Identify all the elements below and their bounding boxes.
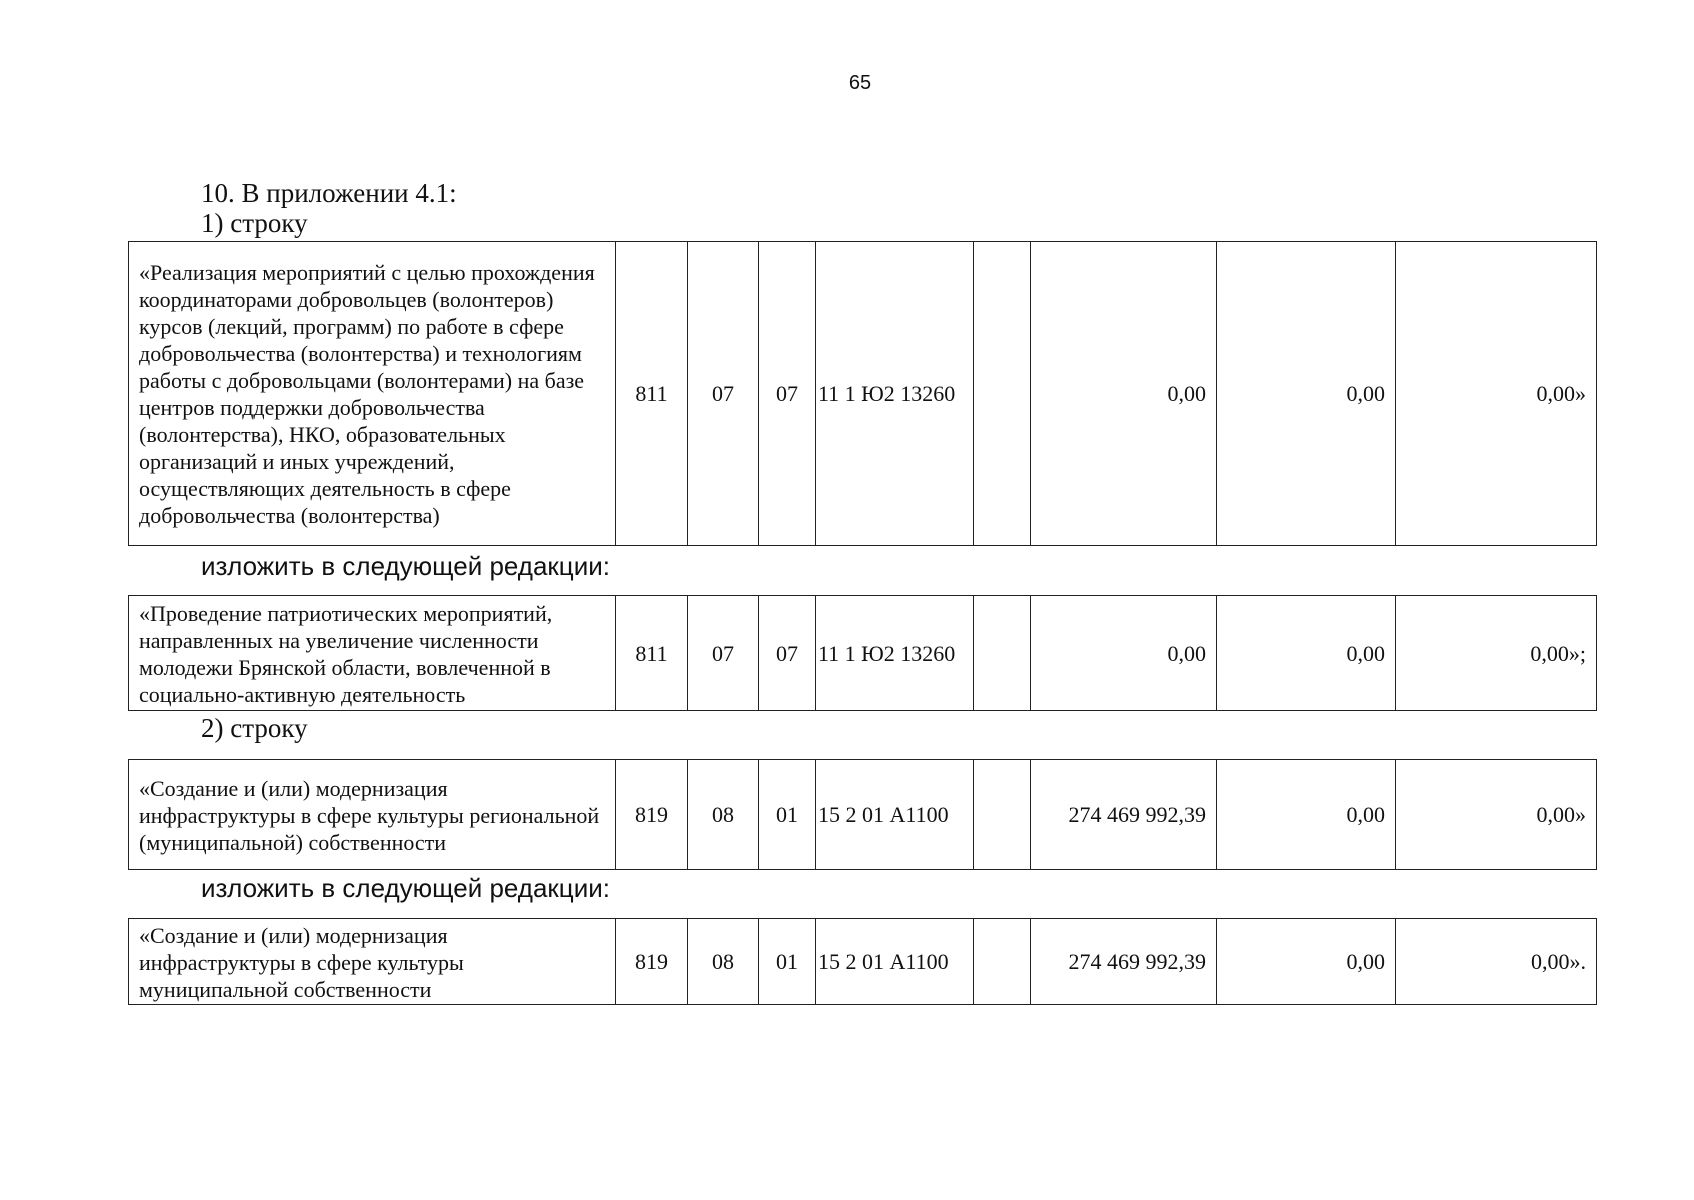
sum-3-cell: 0,00». [1396, 919, 1597, 1005]
sum-1-cell: 0,00 [1031, 596, 1217, 711]
sum-2-cell: 0,00 [1217, 760, 1396, 870]
sum-3-cell: 0,00»; [1396, 596, 1597, 711]
pr-cell: 07 [759, 596, 816, 711]
table-row [129, 242, 1597, 546]
gr-cell: 811 [616, 242, 688, 546]
row-name-cell: «Создание и (или) модернизация инфраструктуры в сфере культуры муниципальной собственности [129, 919, 616, 1005]
table-row-2-new [128, 918, 1597, 1005]
vr-cell [974, 760, 1031, 870]
rz-cell: 08 [688, 760, 759, 870]
gr-cell: 811 [616, 596, 688, 711]
sum-1-cell: 274 469 992,39 [1031, 760, 1217, 870]
csr-cell: 11 1 Ю2 13260 [816, 242, 974, 546]
vr-cell [974, 919, 1031, 1005]
item-1-label: 1) строку [201, 208, 308, 238]
sum-2-cell: 0,00 [1217, 242, 1396, 546]
pr-cell: 07 [759, 242, 816, 546]
table-row [129, 596, 1597, 711]
gr-cell: 819 [616, 919, 688, 1005]
table-row [129, 760, 1597, 870]
table-row-1-new [128, 595, 1597, 711]
rz-cell: 08 [688, 919, 759, 1005]
rz-cell: 07 [688, 242, 759, 546]
csr-cell: 15 2 01 А1100 [816, 760, 974, 870]
sum-2-cell: 0,00 [1217, 919, 1396, 1005]
row-name-cell: «Создание и (или) модернизация инфраструктуры в сфере культуры региональной (муниципальной) собственности [129, 760, 616, 870]
table-row-1-original [128, 241, 1597, 546]
row-name-cell: «Проведение патриотических мероприятий, направленных на увеличение численности молодежи Брянской области, вовлеченной в социально-активную деятельность [129, 596, 616, 711]
pr-cell: 01 [759, 919, 816, 1005]
sum-2-cell: 0,00 [1217, 596, 1396, 711]
amend-phrase-1: изложить в следующей редакции: [201, 551, 610, 581]
vr-cell [974, 596, 1031, 711]
table-row [129, 919, 1597, 1005]
row-name-cell: «Реализация мероприятий с целью прохождения координаторами добровольцев (волонтеров) курсов (лекций, программ) по работе в сфере добровольчества (волонтерства) и технологиям работы с добровольцами (волонтерами) на базе центров поддержки добровольчества (волонтерства), НКО, образовательных организаций и иных учреждений, осуществляющих деятельность в сфере добровольчества (волонтерства) [129, 242, 616, 546]
item-2-label: 2) строку [201, 713, 308, 743]
vr-cell [974, 242, 1031, 546]
sum-3-cell: 0,00» [1396, 760, 1597, 870]
amend-phrase-2: изложить в следующей редакции: [201, 873, 610, 903]
section-heading: 10. В приложении 4.1: [201, 178, 457, 208]
table-row-2-original [128, 759, 1597, 870]
sum-1-cell: 0,00 [1031, 242, 1217, 546]
csr-cell: 15 2 01 А1100 [816, 919, 974, 1005]
sum-1-cell: 274 469 992,39 [1031, 919, 1217, 1005]
gr-cell: 819 [616, 760, 688, 870]
pr-cell: 01 [759, 760, 816, 870]
csr-cell: 11 1 Ю2 13260 [816, 596, 974, 711]
page-number: 65 [848, 72, 872, 94]
sum-3-cell: 0,00» [1396, 242, 1597, 546]
rz-cell: 07 [688, 596, 759, 711]
